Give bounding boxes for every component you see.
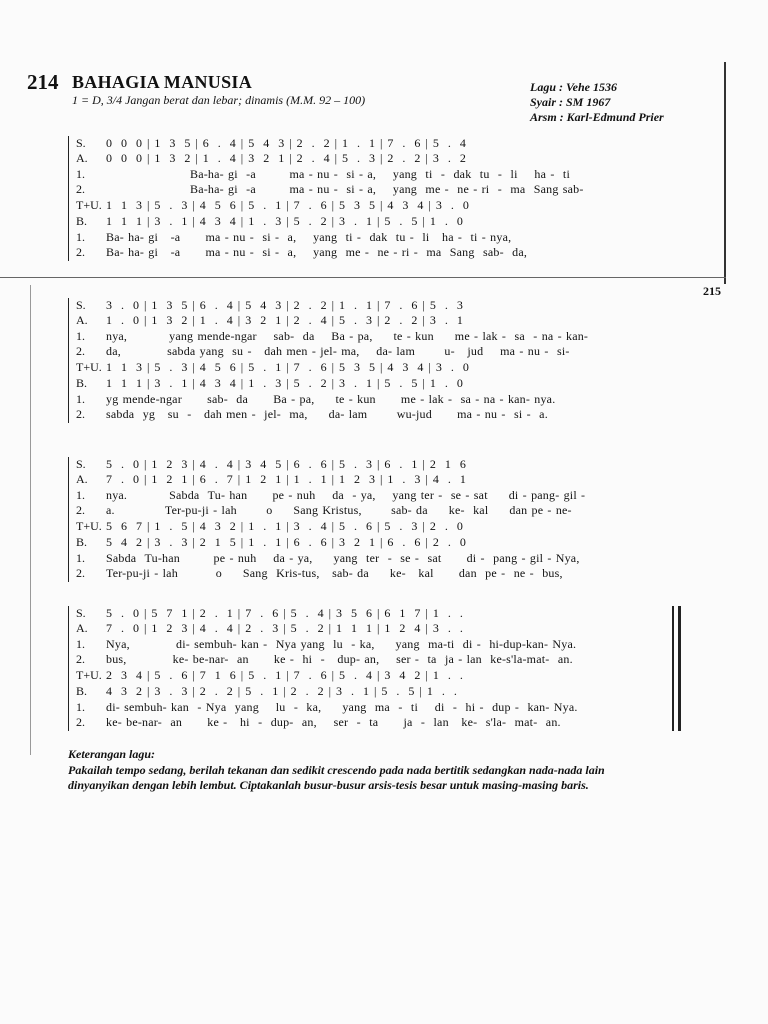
system-brace bbox=[68, 457, 69, 582]
notes-line-1: Pakailah tempo sedang, berilah tekanan dan sedikit crescendo pada nada bertitik sedangkan nada-nada lain bbox=[68, 763, 605, 777]
row-content: ke- be-nar- an ke - hi - dup- an, ser - ta ja - lan ke- s'la- mat- an. bbox=[106, 715, 561, 729]
voice-label: 1. bbox=[76, 488, 85, 502]
row-content: 7 . 0 | 1 2 3 | 4 . 4 | 2 . 3 | 5 . 2 | 1 1 1 | 1 2 4 | 3 . . bbox=[106, 621, 464, 635]
voice-label: 2. bbox=[76, 652, 85, 666]
voice-label: 1. bbox=[76, 700, 85, 714]
row-content: 1 1 1 | 3 . 1 | 4 3 4 | 1 . 3 | 5 . 2 | 3 . 1 | 5 . 5 | 1 . 0 bbox=[106, 214, 464, 228]
row-content: Sabda Tu-han pe - nuh da - ya, yang ter - se - sat di - pang - gil - Nya, bbox=[106, 551, 580, 565]
row-content: bus, ke- be-nar- an ke - hi - dup- an, ser - ta ja - lan ke-s'la-mat- an. bbox=[106, 652, 573, 666]
voice-label: 1. bbox=[76, 167, 85, 181]
voice-label: A. bbox=[76, 313, 88, 327]
voice-label: 1. bbox=[76, 551, 85, 565]
score-system-4 bbox=[76, 606, 696, 741]
row-content: 1 1 3 | 5 . 3 | 4 5 6 | 5 . 1 | 7 . 6 | 5 3 5 | 4 3 4 | 3 . 0 bbox=[106, 198, 470, 212]
row-content: yg mende-ngar sab- da Ba - pa, te - kun me - lak - sa - na - kan- nya. bbox=[106, 392, 556, 406]
row-content: 2 3 4 | 5 . 6 | 7 1 6 | 5 . 1 | 7 . 6 | 5 . 4 | 3 4 2 | 1 . . bbox=[106, 668, 464, 682]
voice-label: T+U. bbox=[76, 519, 102, 533]
voice-label: S. bbox=[76, 457, 86, 471]
row-content: 1 1 1 | 3 . 1 | 4 3 4 | 1 . 3 | 5 . 2 | 3 . 1 | 5 . 5 | 1 . 0 bbox=[106, 376, 464, 390]
row-content: nya, yang mende-ngar sab- da Ba - pa, te - kun me - lak - sa - na - kan- bbox=[106, 329, 589, 343]
row-content: 0 0 0 | 1 3 5 | 6 . 4 | 5 4 3 | 2 . 2 | 1 . 1 | 7 . 6 | 5 . 4 bbox=[106, 136, 467, 150]
row-content: Ba-ha- gi -a ma - nu - si - a, yang me - ne - ri - ma Sang sab- bbox=[106, 182, 584, 196]
row-content: Ba- ha- gi -a ma - nu - si - a, yang me - ne - ri - ma Sang sab- da, bbox=[106, 245, 528, 259]
row-content: 1 . 0 | 1 3 2 | 1 . 4 | 3 2 1 | 2 . 4 | 5 . 3 | 2 . 2 | 3 . 1 bbox=[106, 313, 464, 327]
credit-arsm: Arsm : Karl-Edmund Prier bbox=[530, 110, 664, 124]
row-content: 5 4 2 | 3 . 3 | 2 1 5 | 1 . 1 | 6 . 6 | 3 2 1 | 6 . 6 | 2 . 0 bbox=[106, 535, 467, 549]
row-content: nya. Sabda Tu- han pe - nuh da - ya, yang ter - se - sat di - pang- gil - bbox=[106, 488, 586, 502]
row-content: Ba-ha- gi -a ma - nu - si - a, yang ti - dak tu - li ha - ti bbox=[106, 167, 570, 181]
voice-label: 1. bbox=[76, 637, 85, 651]
voice-label: 1. bbox=[76, 329, 85, 343]
notes-heading: Keterangan lagu: bbox=[68, 747, 156, 761]
row-content: da, sabda yang su - dah men - jel- ma, da- lam u- jud ma - nu - si- bbox=[106, 344, 570, 358]
voice-label: 2. bbox=[76, 182, 85, 196]
row-content: 5 . 0 | 5 7 1 | 2 . 1 | 7 . 6 | 5 . 4 | 3 5 6 | 6 1 7 | 1 . . bbox=[106, 606, 464, 620]
system-brace bbox=[68, 136, 69, 261]
row-content: 1 1 3 | 5 . 3 | 4 5 6 | 5 . 1 | 7 . 6 | 5 3 5 | 4 3 4 | 3 . 0 bbox=[106, 360, 470, 374]
voice-label: 2. bbox=[76, 503, 85, 517]
voice-label: B. bbox=[76, 376, 88, 390]
row-content: di- sembuh- kan - Nya yang lu - ka, yang ma - ti di - hi - dup - kan- Nya. bbox=[106, 700, 578, 714]
page-number: 215 bbox=[703, 284, 721, 298]
row-content: 4 3 2 | 3 . 3 | 2 . 2 | 5 . 1 | 2 . 2 | 3 . 1 | 5 . 5 | 1 . . bbox=[106, 684, 458, 698]
row-content: sabda yg su - dah men - jel- ma, da- lam wu-jud ma - nu - si - a. bbox=[106, 407, 548, 421]
voice-label: B. bbox=[76, 535, 88, 549]
score-system-2 bbox=[76, 298, 696, 433]
voice-label: 2. bbox=[76, 715, 85, 729]
row-content: a. Ter-pu-ji - lah o Sang Kristus, sab- da ke- kal dan pe - ne- bbox=[106, 503, 572, 517]
voice-label: B. bbox=[76, 214, 88, 228]
credit-lagu: Lagu : Vehe 1536 bbox=[530, 80, 617, 94]
row-content: 7 . 0 | 1 2 1 | 6 . 7 | 1 2 1 | 1 . 1 | 1 2 3 | 1 . 3 | 4 . 1 bbox=[106, 472, 467, 486]
voice-label: B. bbox=[76, 684, 88, 698]
page-left-edge bbox=[30, 285, 31, 755]
score-system-3 bbox=[76, 457, 696, 592]
voice-label: 1. bbox=[76, 230, 85, 244]
row-content: 5 6 7 | 1 . 5 | 4 3 2 | 1 . 1 | 3 . 4 | 5 . 6 | 5 . 3 | 2 . 0 bbox=[106, 519, 464, 533]
page-edge-line bbox=[724, 62, 726, 284]
row-content: Nya, di- sembuh- kan - Nya yang lu - ka, yang ma-ti di - hi-dup-kan- Nya. bbox=[106, 637, 577, 651]
voice-label: A. bbox=[76, 472, 88, 486]
voice-label: S. bbox=[76, 136, 86, 150]
notes-body bbox=[68, 763, 708, 793]
row-content: Ter-pu-ji - lah o Sang Kris-tus, sab- da ke- kal dan pe - ne - bus, bbox=[106, 566, 563, 580]
row-content: 5 . 0 | 1 2 3 | 4 . 4 | 3 4 5 | 6 . 6 | 5 . 3 | 6 . 1 | 2 1 6 bbox=[106, 457, 467, 471]
final-barline bbox=[672, 606, 674, 731]
hymn-title: BAHAGIA MANUSIA bbox=[72, 72, 253, 92]
row-content: Ba- ha- gi -a ma - nu - si - a, yang ti - dak tu - li ha - ti - nya, bbox=[106, 230, 512, 244]
hymn-number: 214 bbox=[27, 70, 59, 94]
final-barline-thick bbox=[678, 606, 681, 731]
notes-line-2: dinyanyikan dengan lebih lembut. Ciptakanlah busur-busur arsis-tesis besar untuk masing-masing baris. bbox=[68, 778, 589, 792]
voice-label: 2. bbox=[76, 245, 85, 259]
voice-label: T+U. bbox=[76, 668, 102, 682]
voice-label: S. bbox=[76, 298, 86, 312]
credit-syair: Syair : SM 1967 bbox=[530, 95, 611, 109]
voice-label: 2. bbox=[76, 566, 85, 580]
system-brace bbox=[68, 606, 69, 731]
voice-label: 1. bbox=[76, 392, 85, 406]
voice-label: 2. bbox=[76, 344, 85, 358]
score-system-1 bbox=[76, 136, 696, 271]
voice-label: T+U. bbox=[76, 360, 102, 374]
voice-label: T+U. bbox=[76, 198, 102, 212]
voice-label: A. bbox=[76, 151, 88, 165]
voice-label: 2. bbox=[76, 407, 85, 421]
voice-label: S. bbox=[76, 606, 86, 620]
credits bbox=[530, 80, 664, 125]
page-split-line bbox=[0, 277, 726, 278]
row-content: 3 . 0 | 1 3 5 | 6 . 4 | 5 4 3 | 2 . 2 | 1 . 1 | 7 . 6 | 5 . 3 bbox=[106, 298, 464, 312]
voice-label: A. bbox=[76, 621, 88, 635]
system-brace bbox=[68, 298, 69, 423]
row-content: 0 0 0 | 1 3 2 | 1 . 4 | 3 2 1 | 2 . 4 | 5 . 3 | 2 . 2 | 3 . 2 bbox=[106, 151, 467, 165]
tempo-subtitle: 1 = D, 3/4 Jangan berat dan lebar; dinamis (M.M. 92 – 100) bbox=[72, 93, 366, 107]
